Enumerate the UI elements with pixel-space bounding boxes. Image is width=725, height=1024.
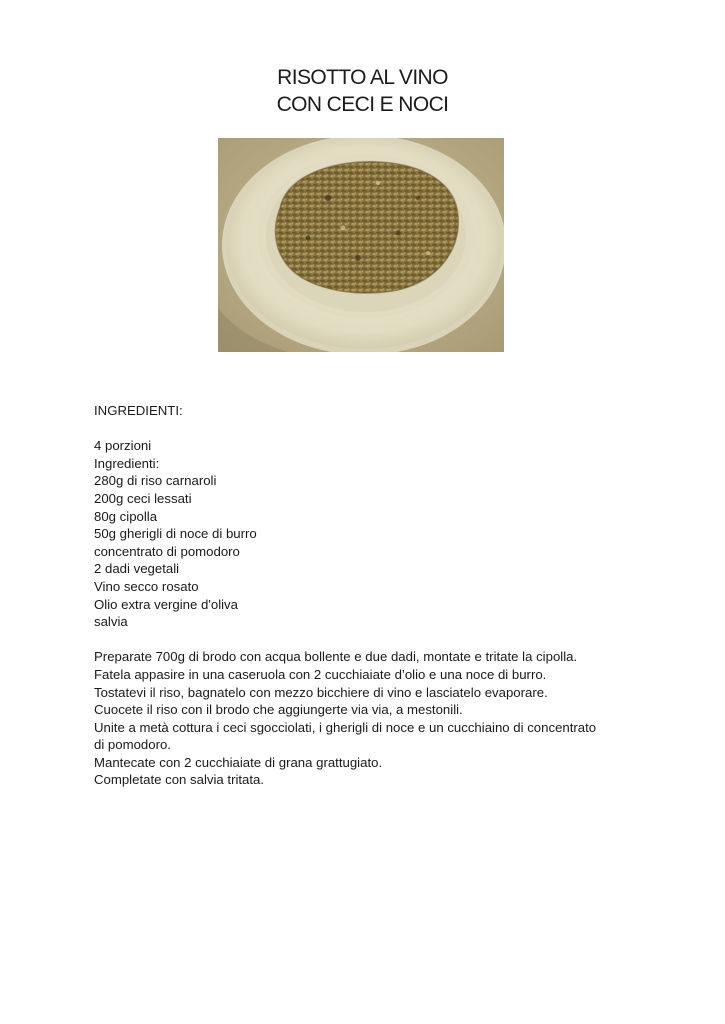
ingredient-line: 200g ceci lessati — [94, 490, 192, 506]
ingredient-line: 2 dadi vegetali — [94, 561, 180, 577]
preparation-text — [94, 648, 654, 789]
title-line-2: CON CECI E NOCI — [276, 93, 449, 116]
preparation-line: Preparate 700g di brodo con acqua bollente e due dadi, montate e tritate la cipolla. — [94, 649, 578, 665]
preparation-line: Completate con salvia tritata. — [94, 772, 265, 788]
ingredient-line: 4 porzioni — [94, 438, 152, 454]
ingredient-line: 280g di riso carnaroli — [94, 473, 217, 489]
ingredients-heading: INGREDIENTI: — [94, 403, 183, 418]
risotto-plate-icon — [218, 138, 504, 352]
ingredients-list — [94, 437, 654, 631]
preparation-line: Unite a metà cottura i ceci sgocciolati, i gherigli di noce e un cucchiaino di concentrato — [94, 719, 597, 735]
ingredient-line: Ingredienti: — [94, 455, 160, 471]
preparation-line: Fatela appasire in una caseruola con 2 cucchiaiate d’olio e una noce di burro. — [94, 666, 547, 682]
ingredient-line: Olio extra vergine d'oliva — [94, 596, 238, 612]
title-line-1: RISOTTO AL VINO — [277, 66, 448, 89]
ingredient-line: salvia — [94, 614, 128, 630]
page-title — [0, 64, 725, 118]
preparation-line: di pomodoro. — [94, 737, 171, 753]
preparation-line: Cuocete il riso con il brodo che aggiungerte via via, a mestonili. — [94, 702, 463, 718]
preparation-line: Mantecate con 2 cucchiaiate di grana grattugiato. — [94, 754, 383, 770]
ingredient-line: 50g gherigli di noce di burro — [94, 526, 257, 542]
ingredient-line: Vino secco rosato — [94, 578, 199, 594]
preparation-line: Tostatevi il riso, bagnatelo con mezzo bicchiere di vino e lasciatelo evaporare. — [94, 684, 548, 700]
recipe-body — [94, 402, 654, 789]
risotto-photo — [218, 138, 504, 352]
ingredient-line: concentrato di pomodoro — [94, 543, 240, 559]
ingredient-line: 80g cipolla — [94, 508, 158, 524]
